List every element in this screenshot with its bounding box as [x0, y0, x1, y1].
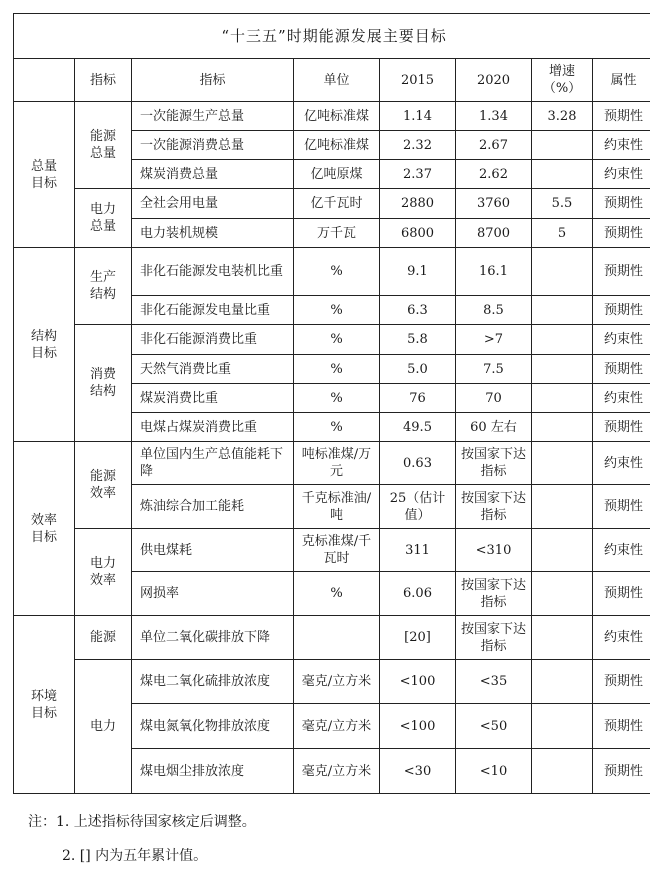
y2020-cell: 按国家下达指标 — [456, 572, 532, 616]
indicator-cell: 天然气消费比重 — [132, 355, 294, 384]
attribute-cell: 预期性 — [593, 660, 650, 704]
attribute-cell: 预期性 — [593, 248, 650, 296]
y2020-cell: 按国家下达指标 — [456, 485, 532, 529]
unit-cell: 千克标准油/吨 — [294, 485, 380, 529]
y2015-cell: 311 — [380, 529, 456, 572]
growth-cell — [532, 749, 593, 794]
unit-cell: 亿吨标准煤 — [294, 131, 380, 160]
group-label: 环境目标 — [14, 616, 75, 794]
group-label: 结构目标 — [14, 248, 75, 442]
note-2: 2. [] 内为五年累计值。 — [62, 848, 208, 864]
unit-cell: % — [294, 325, 380, 355]
group-label: 效率目标 — [14, 442, 75, 616]
subgroup-label: 电力总量 — [75, 189, 132, 248]
indicator-cell: 电煤占煤炭消费比重 — [132, 413, 294, 442]
unit-cell: 吨标准煤/万元 — [294, 442, 380, 485]
unit-cell: % — [294, 384, 380, 413]
unit-cell — [294, 616, 380, 660]
y2020-cell: 8700 — [456, 219, 532, 248]
attribute-cell: 约束性 — [593, 325, 650, 355]
growth-cell — [532, 485, 593, 529]
table-row — [14, 248, 650, 296]
subgroup-label: 能源总量 — [75, 102, 132, 189]
y2015-cell: 49.5 — [380, 413, 456, 442]
y2015-cell: 25（估计值） — [380, 485, 456, 529]
attribute-cell: 预期性 — [593, 102, 650, 131]
unit-cell: % — [294, 296, 380, 325]
y2015-cell: 5.0 — [380, 355, 456, 384]
subgroup-label: 能源 — [75, 616, 132, 660]
growth-cell — [532, 704, 593, 749]
indicator-cell: 煤电二氧化硫排放浓度 — [132, 660, 294, 704]
table-row — [14, 660, 650, 704]
y2020-cell: 按国家下达指标 — [456, 442, 532, 485]
subgroup-label: 消费结构 — [75, 325, 132, 442]
growth-cell — [532, 355, 593, 384]
subgroup-label: 电力效率 — [75, 529, 132, 616]
y2015-cell: 2.37 — [380, 160, 456, 189]
header-attribute: 属性 — [593, 59, 650, 102]
attribute-cell: 预期性 — [593, 413, 650, 442]
unit-cell: 毫克/立方米 — [294, 660, 380, 704]
header-indicator: 指标 — [132, 59, 294, 102]
indicator-cell: 煤电氮氧化物排放浓度 — [132, 704, 294, 749]
y2020-cell: 2.62 — [456, 160, 532, 189]
attribute-cell: 预期性 — [593, 189, 650, 219]
indicator-cell: 网损率 — [132, 572, 294, 616]
unit-cell: % — [294, 413, 380, 442]
header-indicator-group: 指标 — [75, 59, 132, 102]
indicator-cell: 全社会用电量 — [132, 189, 294, 219]
header-unit: 单位 — [294, 59, 380, 102]
indicator-cell: 供电煤耗 — [132, 529, 294, 572]
growth-cell: 3.28 — [532, 102, 593, 131]
attribute-cell: 约束性 — [593, 616, 650, 660]
y2015-cell: <100 — [380, 660, 456, 704]
unit-cell: % — [294, 248, 380, 296]
table-row — [14, 189, 650, 219]
y2020-cell: >7 — [456, 325, 532, 355]
indicator-cell: 一次能源消费总量 — [132, 131, 294, 160]
y2015-cell: 76 — [380, 384, 456, 413]
y2015-cell: 2.32 — [380, 131, 456, 160]
header-row — [14, 59, 650, 102]
y2020-cell: 60 左右 — [456, 413, 532, 442]
growth-cell — [532, 529, 593, 572]
y2020-cell: <10 — [456, 749, 532, 794]
unit-cell: % — [294, 355, 380, 384]
table-row — [14, 102, 650, 131]
indicator-cell: 单位国内生产总值能耗下降 — [132, 442, 294, 485]
growth-cell — [532, 384, 593, 413]
y2015-cell: <100 — [380, 704, 456, 749]
unit-cell: 亿吨原煤 — [294, 160, 380, 189]
y2020-cell: <50 — [456, 704, 532, 749]
table-row — [14, 442, 650, 485]
unit-cell: 万千瓦 — [294, 219, 380, 248]
attribute-cell: 预期性 — [593, 485, 650, 529]
growth-cell — [532, 442, 593, 485]
unit-cell: % — [294, 572, 380, 616]
indicator-cell: 单位二氧化碳排放下降 — [132, 616, 294, 660]
attribute-cell: 约束性 — [593, 442, 650, 485]
growth-cell — [532, 660, 593, 704]
y2020-cell: <35 — [456, 660, 532, 704]
header-category — [14, 59, 75, 102]
y2015-cell: 5.8 — [380, 325, 456, 355]
attribute-cell: 预期性 — [593, 572, 650, 616]
y2020-cell: 3760 — [456, 189, 532, 219]
attribute-cell: 约束性 — [593, 131, 650, 160]
attribute-cell: 预期性 — [593, 704, 650, 749]
growth-cell — [532, 131, 593, 160]
attribute-cell: 预期性 — [593, 355, 650, 384]
indicator-cell: 煤炭消费总量 — [132, 160, 294, 189]
table-row — [14, 529, 650, 572]
attribute-cell: 预期性 — [593, 219, 650, 248]
table-row — [14, 616, 650, 660]
subgroup-label: 生产结构 — [75, 248, 132, 325]
y2015-cell: <30 — [380, 749, 456, 794]
y2020-cell: 2.67 — [456, 131, 532, 160]
y2020-cell: 16.1 — [456, 248, 532, 296]
y2020-cell: <310 — [456, 529, 532, 572]
growth-cell — [532, 296, 593, 325]
unit-cell: 克标准煤/千瓦时 — [294, 529, 380, 572]
y2020-cell: 1.34 — [456, 102, 532, 131]
unit-cell: 亿千瓦时 — [294, 189, 380, 219]
y2015-cell: 0.63 — [380, 442, 456, 485]
header-growth: 增速（%） — [532, 59, 593, 102]
attribute-cell: 约束性 — [593, 384, 650, 413]
indicator-cell: 一次能源生产总量 — [132, 102, 294, 131]
y2020-cell: 7.5 — [456, 355, 532, 384]
growth-cell: 5 — [532, 219, 593, 248]
attribute-cell: 预期性 — [593, 749, 650, 794]
indicator-cell: 非化石能源发电量比重 — [132, 296, 294, 325]
y2015-cell: 6.3 — [380, 296, 456, 325]
y2020-cell: 8.5 — [456, 296, 532, 325]
growth-cell — [532, 325, 593, 355]
attribute-cell: 预期性 — [593, 296, 650, 325]
attribute-cell: 约束性 — [593, 529, 650, 572]
table-row — [14, 325, 650, 355]
group-label: 总量目标 — [14, 102, 75, 248]
y2020-cell: 70 — [456, 384, 532, 413]
title-row — [14, 14, 650, 59]
indicator-cell: 非化石能源消费比重 — [132, 325, 294, 355]
indicator-cell: 炼油综合加工能耗 — [132, 485, 294, 529]
growth-cell — [532, 248, 593, 296]
growth-cell — [532, 616, 593, 660]
y2015-cell: 9.1 — [380, 248, 456, 296]
y2015-cell: [20] — [380, 616, 456, 660]
indicator-cell: 煤电烟尘排放浓度 — [132, 749, 294, 794]
y2015-cell: 6.06 — [380, 572, 456, 616]
subgroup-label: 电力 — [75, 660, 132, 794]
y2015-cell: 1.14 — [380, 102, 456, 131]
attribute-cell: 约束性 — [593, 160, 650, 189]
unit-cell: 毫克/立方米 — [294, 704, 380, 749]
table-title: “十三五”时期能源发展主要目标 — [14, 14, 650, 59]
unit-cell: 毫克/立方米 — [294, 749, 380, 794]
indicator-cell: 煤炭消费比重 — [132, 384, 294, 413]
indicator-cell: 电力装机规模 — [132, 219, 294, 248]
energy-targets-table — [13, 13, 650, 794]
y2020-cell: 按国家下达指标 — [456, 616, 532, 660]
header-2020: 2020 — [456, 59, 532, 102]
growth-cell: 5.5 — [532, 189, 593, 219]
growth-cell — [532, 572, 593, 616]
unit-cell: 亿吨标准煤 — [294, 102, 380, 131]
indicator-cell: 非化石能源发电装机比重 — [132, 248, 294, 296]
growth-cell — [532, 413, 593, 442]
note-1: 注：1. 上述指标待国家核定后调整。 — [28, 814, 256, 830]
subgroup-label: 能源效率 — [75, 442, 132, 529]
y2015-cell: 2880 — [380, 189, 456, 219]
growth-cell — [532, 160, 593, 189]
y2015-cell: 6800 — [380, 219, 456, 248]
header-2015: 2015 — [380, 59, 456, 102]
